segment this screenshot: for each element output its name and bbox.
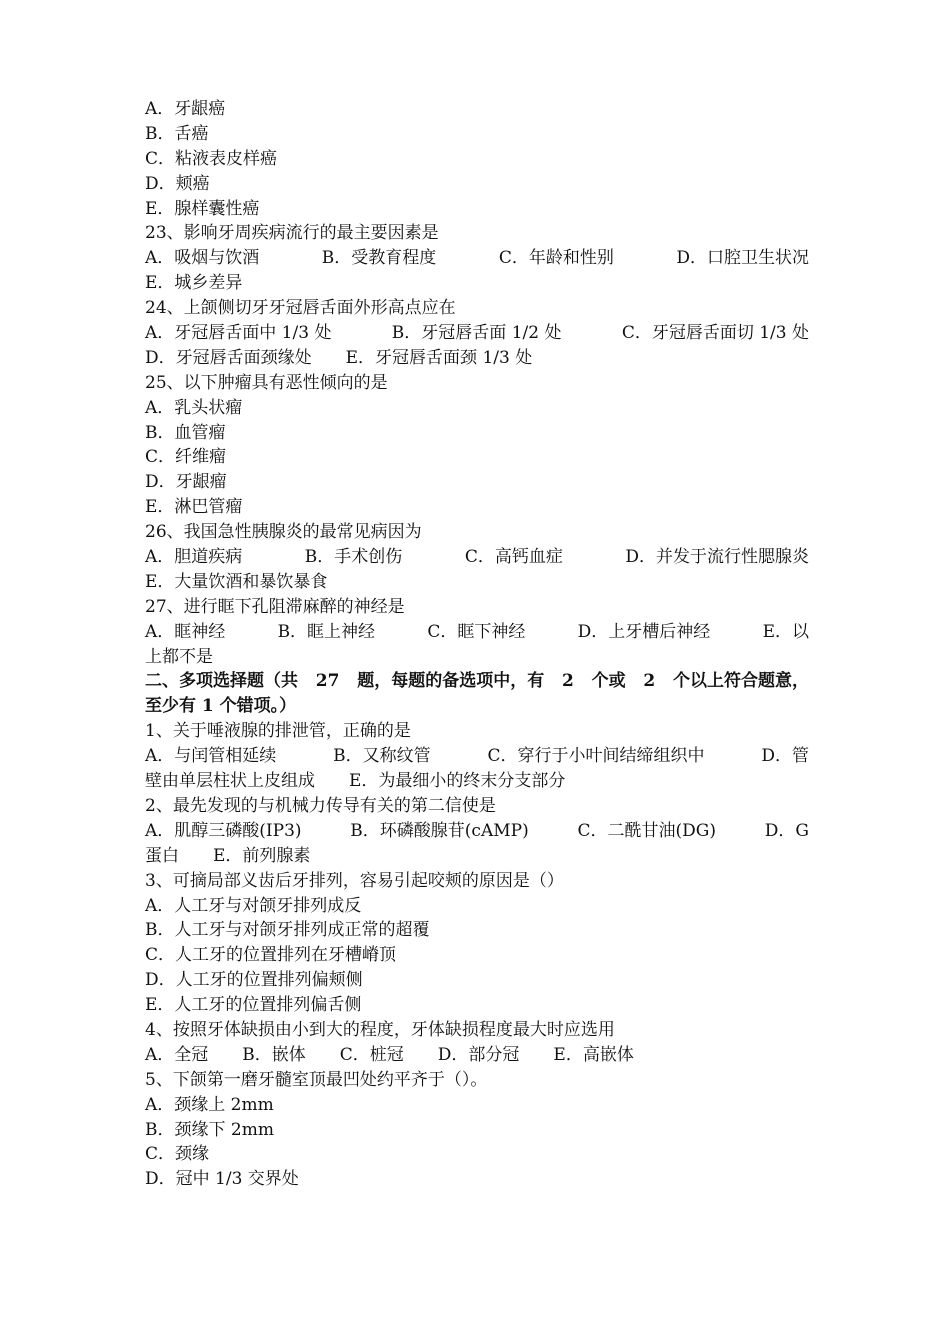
text-line: C．纤维瘤 (145, 447, 227, 468)
text-line: B．颈缘下 2mm (145, 1119, 274, 1140)
text-line: B．舌癌 (145, 123, 209, 144)
text-line: C．颈缘 (145, 1144, 210, 1165)
option-text: A．与闰管相延续 (145, 746, 277, 767)
text-line: A．颈缘上 2mm (145, 1094, 274, 1115)
heading-part: 个以上符合题意， (672, 671, 809, 692)
option-text: D．并发于流行性腮腺炎 (625, 547, 809, 568)
text-line: E．城乡差异 (145, 273, 243, 294)
option-text: C．眶下神经 (427, 621, 526, 642)
option-text: A．肌醇三磷酸(IP3) (145, 820, 302, 841)
text-line: E．人工牙的位置排列偏舌侧 (145, 995, 362, 1016)
question-text: 3、可摘局部义齿后牙排列，容易引起咬颊的原因是（） (145, 870, 564, 891)
text-line: E．淋巴管瘤 (145, 497, 243, 518)
heading-part: 个或 (591, 671, 626, 692)
text-line: D．牙龈瘤 (145, 472, 227, 493)
options-row (145, 246, 809, 271)
option-text: A．牙冠唇舌面中 1/3 处 (145, 323, 332, 344)
question-text: 25、以下肿瘤具有恶性倾向的是 (145, 372, 388, 393)
heading-part: 题，每题的备选项中，有 (357, 671, 545, 692)
document-page (145, 97, 809, 1192)
option-text: D．上牙槽后神经 (577, 621, 711, 642)
text-line: D．人工牙的位置排列偏颊侧 (145, 970, 363, 991)
text-line: D．冠中 1/3 交界处 (145, 1169, 299, 1190)
option-text: B．受教育程度 (321, 248, 437, 269)
text-line: A．人工牙与对颌牙排列成反 (145, 895, 362, 916)
option-text: B．又称纹管 (333, 746, 431, 767)
text-line: A．乳头状瘤 (145, 397, 243, 418)
heading-part: 2 (643, 671, 656, 692)
option-text: C．高钙血症 (464, 547, 563, 568)
text-line: A．牙龈癌 (145, 99, 226, 119)
option-text: A．吸烟与饮酒 (145, 248, 260, 269)
heading-part: 二、多项选择题（共 (145, 671, 298, 692)
options-row (145, 620, 809, 645)
question-text: 24、上颌侧切牙牙冠唇舌面外形高点应在 (145, 298, 456, 319)
options-row (145, 744, 809, 769)
heading-part: 2 (561, 671, 574, 692)
option-text: D．口腔卫生状况 (676, 248, 809, 269)
text-line: C．人工牙的位置排列在牙槽嵴顶 (145, 945, 397, 966)
option-text: B．眶上神经 (277, 621, 376, 642)
text-line: B．人工牙与对颌牙排列成正常的超覆 (145, 920, 430, 941)
option-text: B．牙冠唇舌面 1/2 处 (391, 323, 562, 344)
option-text: C．牙冠唇舌面切 1/3 处 (621, 323, 809, 344)
option-text: C．二酰甘油(DG) (577, 820, 716, 841)
text-line: E．腺样囊性癌 (145, 198, 260, 219)
question-text: 4、按照牙体缺损由小到大的程度，牙体缺损程度最大时应选用 (145, 1019, 615, 1040)
question-text: 5、下颌第一磨牙髓室顶最凹处约平齐于（）。 (145, 1069, 488, 1090)
question-text: 26、我国急性胰腺炎的最常见病因为 (145, 522, 422, 543)
option-text: B．环磷酸腺苷(cAMP) (350, 820, 529, 841)
text-line: A．全冠 B．嵌体 C．桩冠 D．部分冠 E．高嵌体 (145, 1044, 634, 1065)
question-text: 27、进行眶下孔阻滞麻醉的神经是 (145, 596, 405, 617)
text-line: D．牙冠唇舌面颈缘处 E．牙冠唇舌面颈 1/3 处 (145, 347, 533, 368)
text-line: 壁由单层柱状上皮组成 E．为最细小的终末分支部分 (145, 771, 566, 792)
options-row (145, 321, 809, 346)
option-text: D．G (764, 820, 809, 841)
option-text: C．年龄和性别 (498, 248, 614, 269)
options-row (145, 819, 809, 844)
text-line: 上都不是 (145, 646, 213, 667)
text-line: E．大量饮酒和暴饮暴食 (145, 571, 328, 592)
option-text: C．穿行于小叶间结缔组织中 (487, 746, 705, 767)
text-line: B．血管瘤 (145, 422, 226, 443)
text-line: 蛋白 E．前列腺素 (145, 845, 311, 866)
section-heading-continued: 至少有 1 个错项。） (145, 696, 297, 717)
options-row (145, 545, 809, 570)
option-text: D．管 (761, 746, 809, 767)
option-text: E．以 (762, 621, 809, 642)
question-text: 23、影响牙周疾病流行的最主要因素是 (145, 223, 439, 244)
section-heading (145, 669, 809, 694)
question-text: 1、关于唾液腺的排泄管，正确的是 (145, 721, 411, 742)
option-text: A．眶神经 (145, 621, 226, 642)
option-text: A．胆道疾病 (145, 547, 243, 568)
question-text: 2、最先发现的与机械力传导有关的第二信使是 (145, 795, 496, 816)
text-line: C．粘液表皮样癌 (145, 148, 278, 169)
heading-part: 27 (315, 671, 340, 692)
option-text: B．手术创伤 (304, 547, 403, 568)
text-line: D．颊癌 (145, 173, 210, 194)
